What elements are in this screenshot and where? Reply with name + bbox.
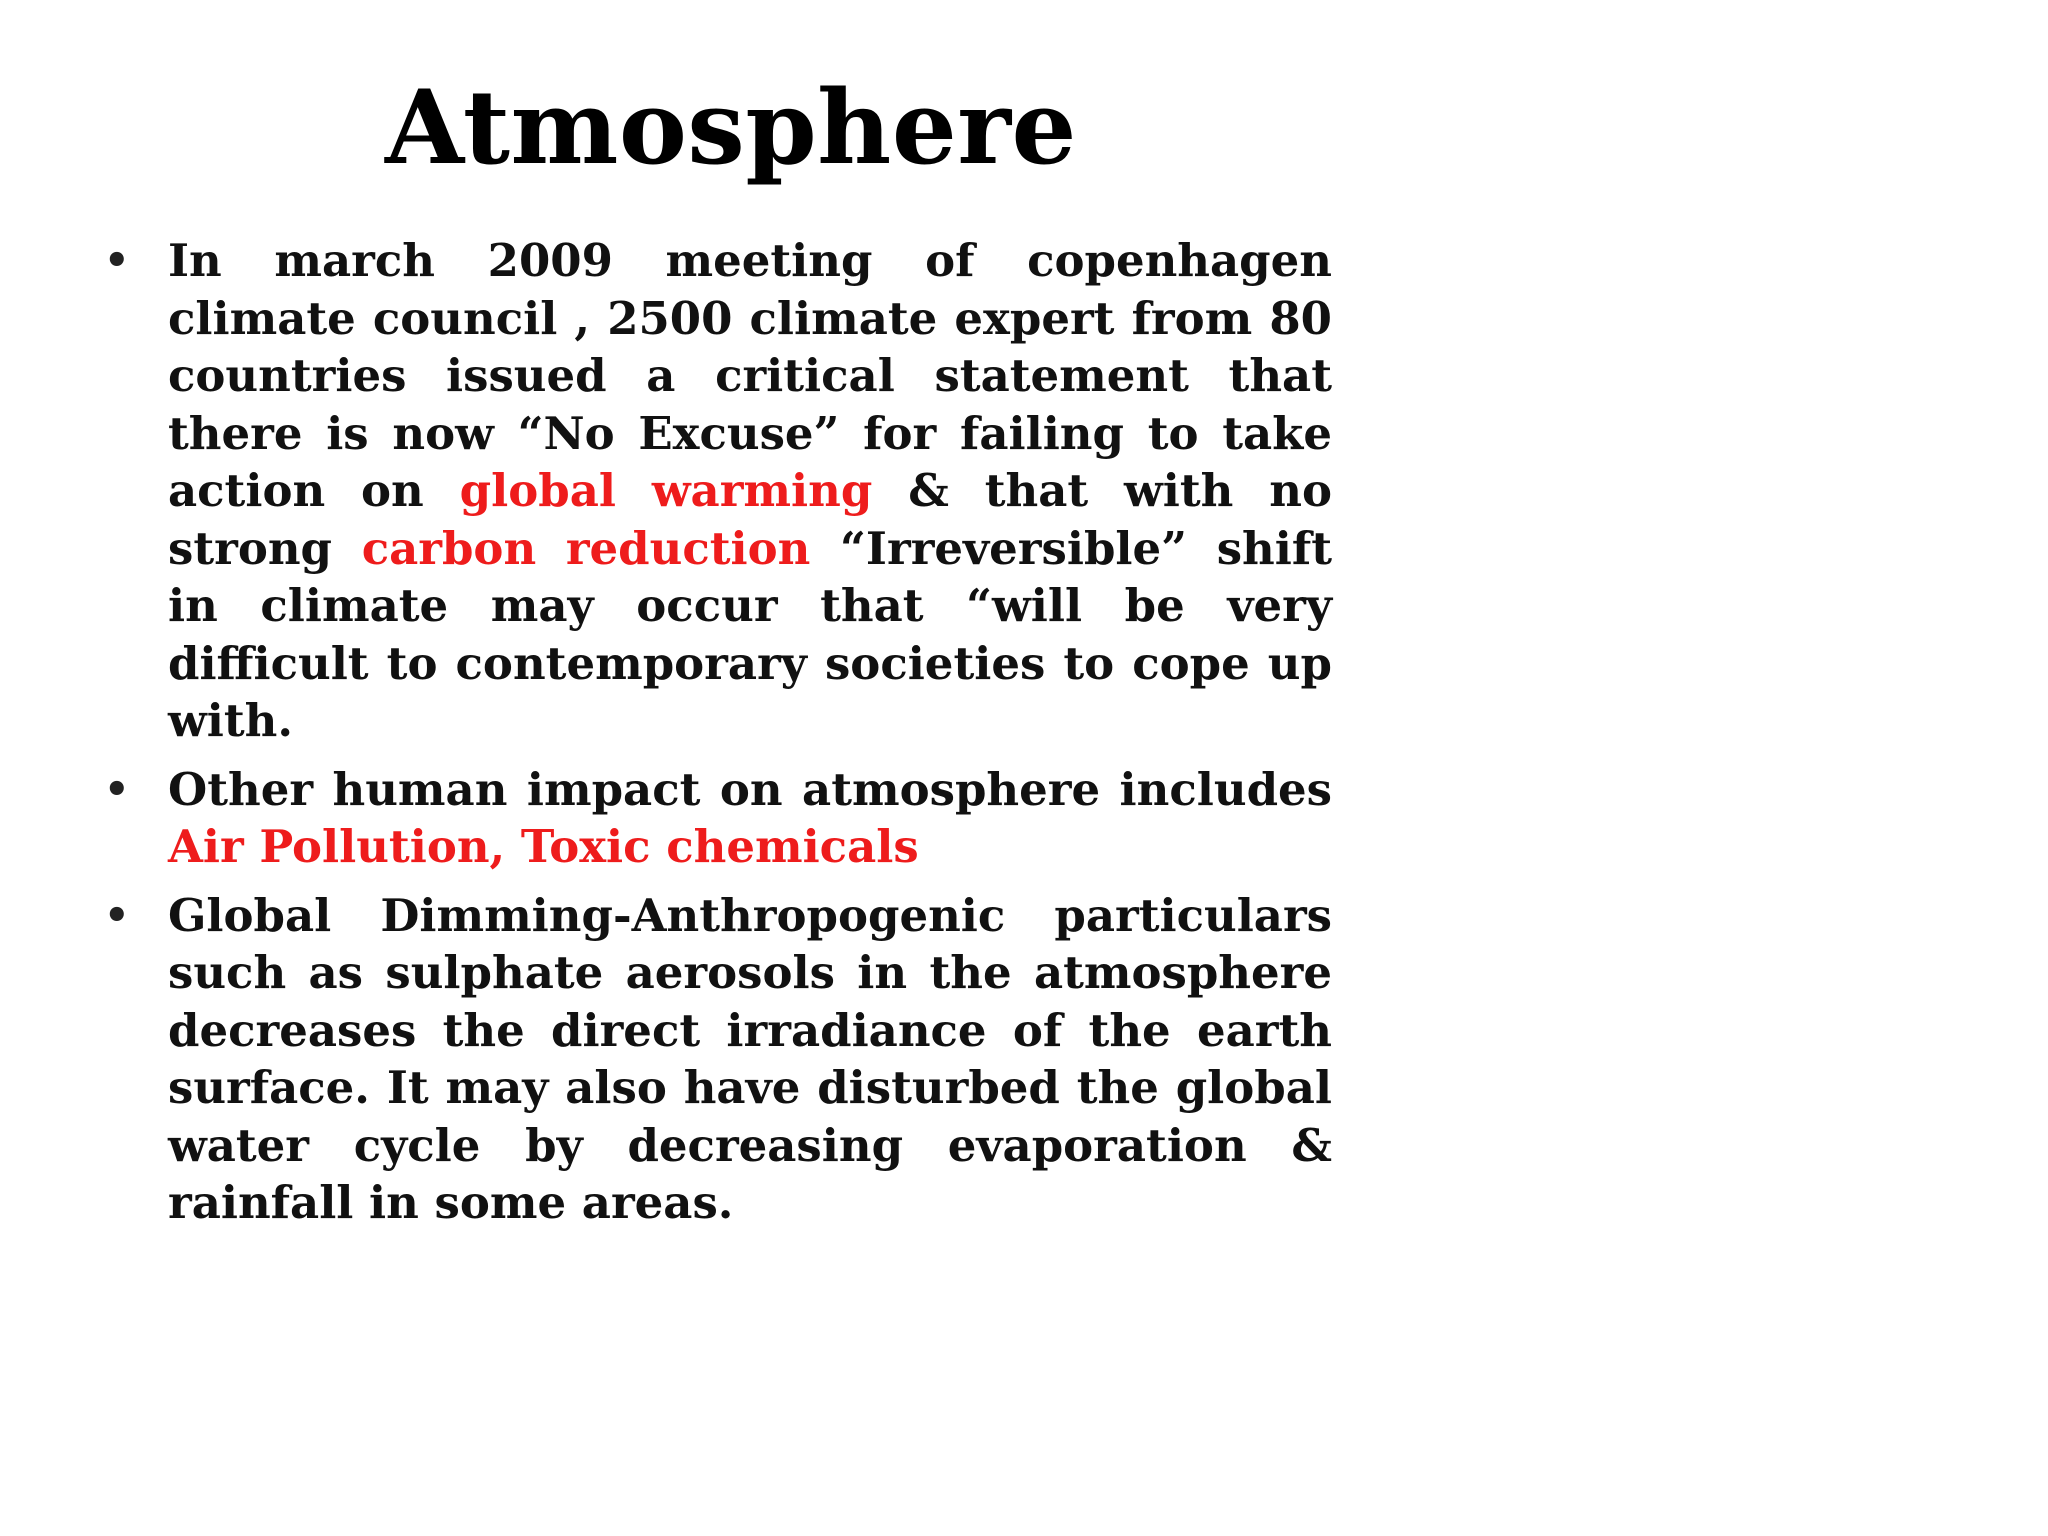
bullet-dot-icon: • xyxy=(104,891,130,939)
bullet-text: Other human impact on atmosphere includes xyxy=(168,762,1332,816)
bullet-text: Global Dimming-Anthropogenic particulars such as sulphate aerosols in the atmosphere decreases the direct irradiance of the earth surface. It may also have disturbed the global water cycle by decreasing evaporation & rainfall in some areas. xyxy=(168,888,1332,1229)
bullet-item-human-impact xyxy=(100,761,1332,876)
slide-title: Atmosphere xyxy=(385,68,1077,188)
bullet-dot-icon: • xyxy=(104,765,130,813)
bullet-text: & that with no strong xyxy=(168,464,1332,575)
bullet-item-copenhagen xyxy=(100,232,1332,750)
bullet-dot-icon: • xyxy=(104,237,130,284)
bullet-item-global-dimming xyxy=(100,887,1332,1232)
highlight-global-warming: global warming xyxy=(459,464,873,517)
bullet-text: In march 2009 meeting of copenhagen climate council , 2500 climate expert from 80 countries issued a critical statement that there is now “No Excuse” for failing to take action on xyxy=(168,234,1332,517)
highlight-carbon-reduction: carbon reduction xyxy=(361,521,811,575)
highlight-air-pollution: Air Pollution, Toxic chemicals xyxy=(168,820,919,873)
bullet-list xyxy=(100,232,1332,1243)
bullet-text: “Irreversible” shift in climate may occur that “will be very difficult to contemporary societies to cope up with. xyxy=(168,521,1332,747)
